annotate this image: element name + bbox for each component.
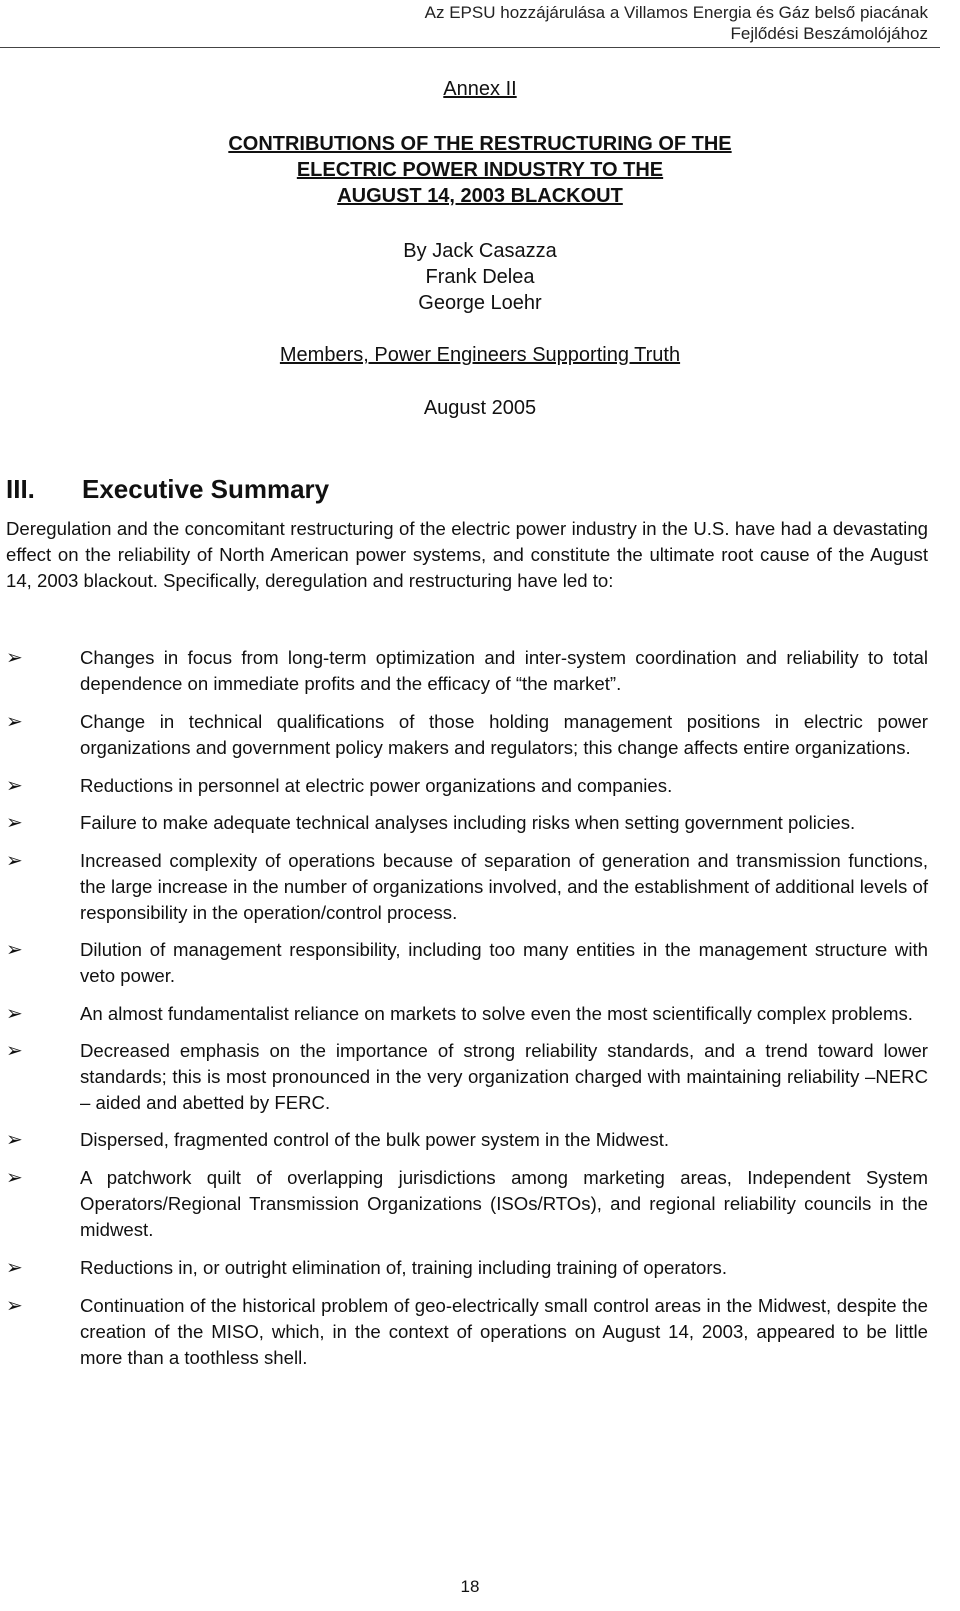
arrowhead-bullet-icon: ➢ [6, 647, 23, 669]
list-item-text: Continuation of the historical problem of geo-electrically small control areas in the Midwest, despite the creation of the MISO, which, in the context of operations on August 14, 2003, appeared to be little more than a toothless shell. [80, 1295, 928, 1368]
author-3: George Loehr [418, 292, 542, 314]
list-item-text: Increased complexity of operations because of separation of generation and transmission functions, the large increase in the number of organizations involved, and the establishment of additional levels of responsibility in the operation/control process. [80, 850, 928, 923]
arrowhead-bullet-icon: ➢ [6, 939, 23, 961]
arrowhead-bullet-icon: ➢ [6, 711, 23, 733]
list-item [6, 848, 928, 926]
running-header [425, 2, 928, 44]
list-item [6, 773, 928, 799]
running-header-line1: Az EPSU hozzájárulása a Villamos Energia és Gáz belső piacának [424, 3, 928, 22]
authors [0, 238, 960, 316]
list-item [6, 1255, 928, 1281]
arrowhead-bullet-icon: ➢ [6, 1295, 23, 1317]
list-item-text: Dispersed, fragmented control of the bulk power system in the Midwest. [80, 1129, 670, 1150]
title-line3: AUGUST 14, 2003 BLACKOUT [337, 185, 623, 207]
page-number: 18 [460, 1577, 480, 1596]
list-item-text: Decreased emphasis on the importance of strong reliability standards, and a trend toward lower standards; this is most pronounced in the very organization charged with maintaining reliability –NERC – aided and abetted by FERC. [80, 1040, 928, 1113]
list-item [6, 937, 928, 989]
list-item-text: A patchwork quilt of overlapping jurisdictions among marketing areas, Independent System Operators/Regional Transmission Organizations (ISOs/RTOs), and regional reliability councils in the midwest. [80, 1167, 928, 1240]
list-item [6, 1127, 928, 1153]
arrowhead-bullet-icon: ➢ [6, 1040, 23, 1062]
section-heading [6, 474, 329, 505]
arrowhead-bullet-icon: ➢ [6, 1257, 23, 1279]
publication-date: August 2005 [423, 397, 537, 419]
arrowhead-bullet-icon: ➢ [6, 1167, 23, 1189]
list-item [6, 1165, 928, 1243]
list-item [6, 1038, 928, 1116]
list-item-text: Reductions in, or outright elimination of, training including training of operators. [80, 1257, 728, 1278]
document-title [0, 131, 960, 209]
annex-label: Annex II [443, 78, 517, 100]
header-rule [0, 47, 940, 48]
arrowhead-bullet-icon: ➢ [6, 812, 23, 834]
title-line1: CONTRIBUTIONS OF THE RESTRUCTURING OF THE [228, 133, 732, 155]
title-line2: ELECTRIC POWER INDUSTRY TO THE [296, 159, 664, 181]
list-item-text: Change in technical qualifications of those holding management positions in electric power organizations and government policy makers and regulators; this change affects entire organizations. [80, 711, 928, 758]
running-header-line2: Fejlődési Beszámolójához [730, 24, 928, 43]
members-affiliation: Members, Power Engineers Supporting Truth [279, 344, 681, 366]
list-item-text: Changes in focus from long-term optimization and inter-system coordination and reliability to total dependence on immediate profits and the efficacy of “the market”. [80, 647, 928, 694]
list-item [6, 709, 928, 761]
arrowhead-bullet-icon: ➢ [6, 1129, 23, 1151]
arrowhead-bullet-icon: ➢ [6, 775, 23, 797]
arrowhead-bullet-icon: ➢ [6, 1003, 23, 1025]
arrowhead-bullet-icon: ➢ [6, 850, 23, 872]
list-item [6, 1293, 928, 1371]
bullet-list [6, 645, 928, 1371]
list-item [6, 1001, 928, 1027]
intro-paragraph: Deregulation and the concomitant restructuring of the electric power industry in the U.S. have had a devastating effect on the reliability of North American power systems, and constitute the ultimate root cause of the August 14, 2003 blackout. Specifically, deregulation and restructuring have led to: [6, 518, 928, 591]
section-number: III. [6, 474, 35, 504]
author-2: Frank Delea [425, 266, 535, 288]
section-title: Executive Summary [82, 474, 330, 504]
list-item-text: Dilution of management responsibility, including too many entities in the management structure with veto power. [80, 939, 928, 986]
list-item [6, 810, 928, 836]
list-item-text: An almost fundamentalist reliance on markets to solve even the most scientifically complex problems. [80, 1003, 913, 1024]
list-item-text: Reductions in personnel at electric power organizations and companies. [80, 775, 673, 796]
list-item-text: Failure to make adequate technical analyses including risks when setting government policies. [80, 812, 856, 833]
author-1: By Jack Casazza [403, 240, 557, 262]
list-item [6, 645, 928, 697]
